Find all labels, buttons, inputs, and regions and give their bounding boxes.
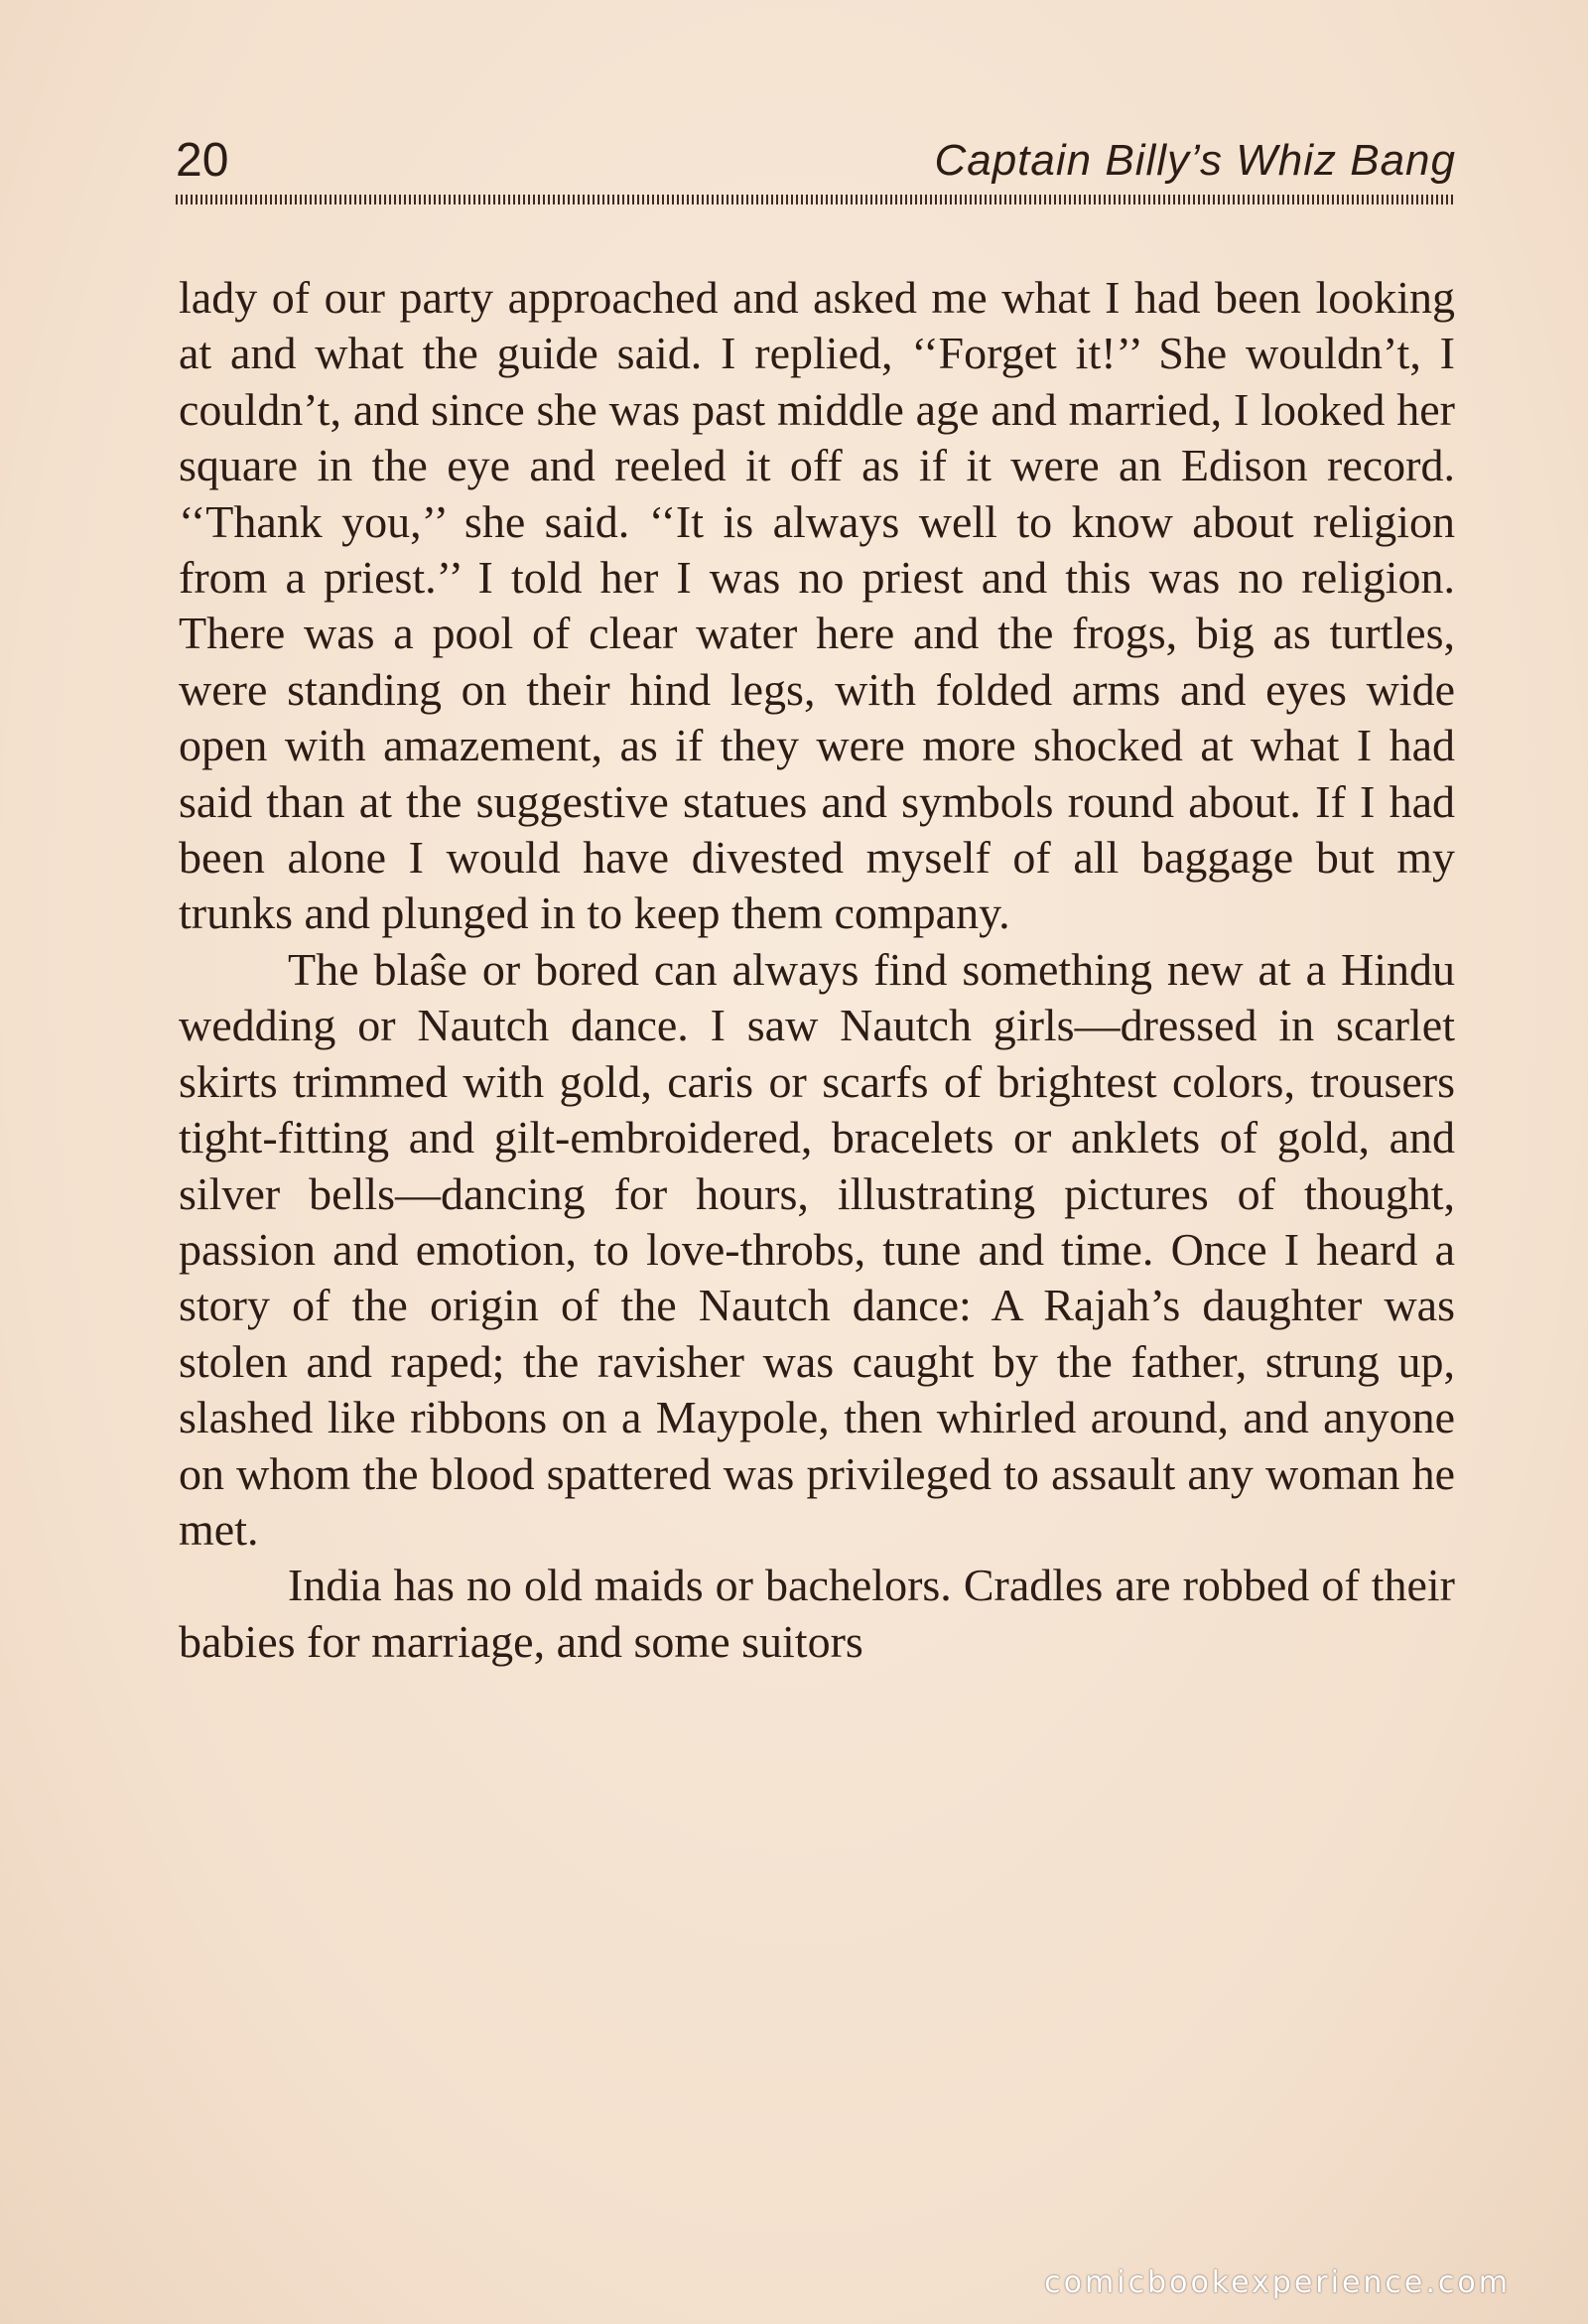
paragraph-1: lady of our party approached and asked me what I had been looking at and what the guide said. I replied, ‘‘Forget it!’’ She wouldn’t, I couldn’t, and since she was past middle age and married, I looked her square in the eye and reeled it off as if it were an Edison record. ‘‘Thank you,’’ she said. ‘‘It is always well to know about religion from a priest.’’ I told her I was no priest and this was no religion. There was a pool of clear water here and the frogs, big as turtles, were standing on their hind legs, with folded arms and eyes wide open with amazement, as if they were more shocked at what I had said than at the suggestive statues and symbols round about. If I had been alone I would have divested myself of all baggage but my trunks and plunged in to keep them company.	[179, 272, 1455, 939]
paragraph-2: The blaŝe or bored can always find something new at a Hindu wedding or Nautch dance. I saw Nautch girls—dressed in scarlet skirts trimmed with gold, caris or scarfs of brightest colors, trousers tight-fitting and gilt-embroidered, bracelets or anklets of gold, and silver bells—dancing for hours, illustrating pictures of thought, passion and emotion, to love-throbs, tune and time. Once I heard a story of the origin of the Nautch dance: A Rajah’s daughter was stolen and raped; the ravisher was caught by the father, strung up, slashed like ribbons on a Maypole, then whirled around, and anyone on whom the blood spattered was privileged to assault any woman he met.	[179, 943, 1455, 1555]
running-title: Captain Billy’s Whiz Bang	[934, 136, 1456, 185]
page-header	[176, 131, 1456, 191]
body-text	[179, 270, 1455, 1670]
page-number: 20	[176, 134, 229, 187]
header-rule	[176, 195, 1456, 205]
paragraph-3: India has no old maids or bachelors. Cradles are robbed of their babies for marriage, and some suitors	[179, 1560, 1455, 1667]
watermark: comicbookexperience.com	[1044, 2265, 1511, 2300]
